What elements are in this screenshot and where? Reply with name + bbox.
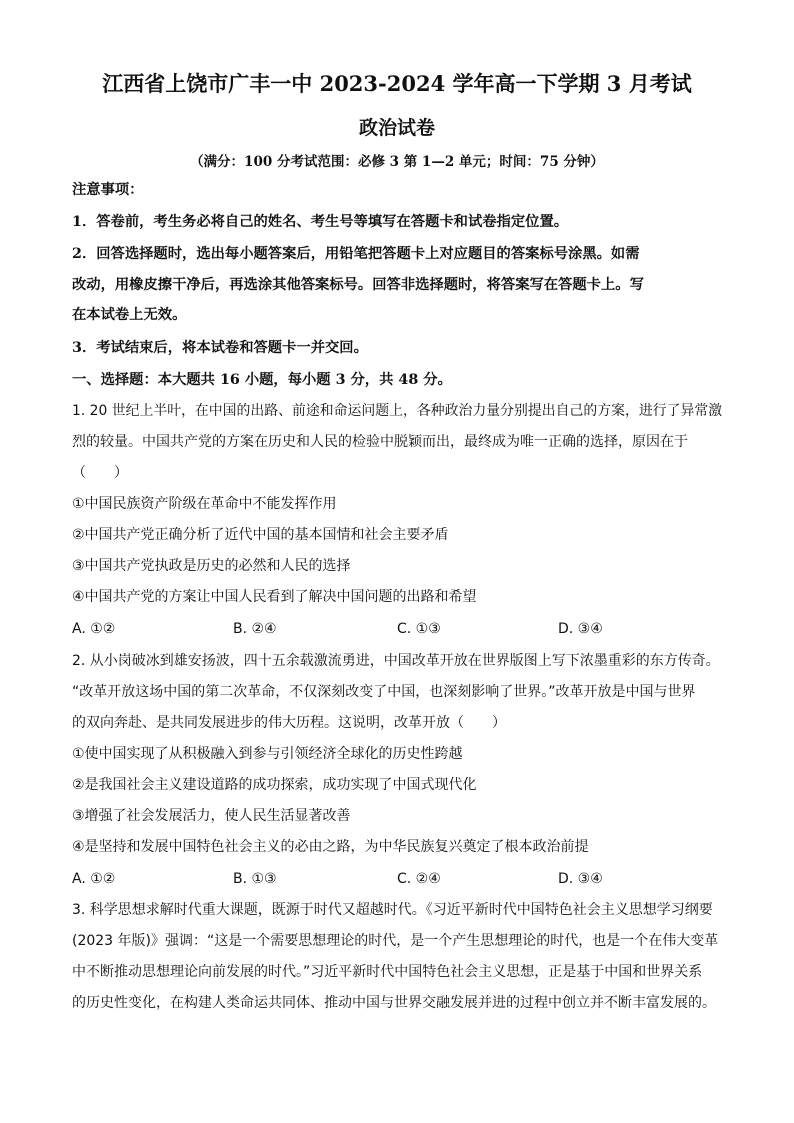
statement: ②中国共产党正确分析了近代中国的基本国情和社会主要矛盾	[72, 527, 449, 543]
option-b[interactable]: B. ②④	[233, 621, 277, 637]
question-stem-line: “改革开放这场中国的第二次革命，不仅深刻改变了中国，也深刻影响了世界。”改革开放是中国与世界	[72, 684, 696, 700]
note-line: 1．答卷前，考生务必将自己的姓名、考生号等填写在答题卡和试卷指定位置。	[72, 214, 569, 230]
exam-meta: （满分：100 分考试范围：必修 3 第 1—2 单元；时间：75 分钟）	[190, 154, 604, 170]
statement: ③中国共产党执政是历史的必然和人民的选择	[72, 558, 351, 574]
question-stem-line: 中不断推动思想理论向前发展的时代。”习近平新时代中国特色社会主义思想，正是基于中国和世界关系	[72, 964, 703, 980]
exam-subject: 政治试卷	[358, 117, 435, 139]
question-stem-line: 的历史性变化，在构建人类命运共同体、推动中国与世界交融发展并进的过程中创立并不断丰富发展的。	[72, 995, 716, 1011]
note-line: 改动，用橡皮擦干净后，再选涂其他答案标号。回答非选择题时，将答案写在答题卡上。写	[72, 277, 644, 293]
statement: ④是坚持和发展中国特色社会主义的必由之路，为中华民族复兴奠定了根本政治前提	[72, 839, 589, 855]
option-c[interactable]: C. ②④	[397, 871, 441, 887]
question-stem-line: 烈的较量。中国共产党的方案在历史和人民的检验中脱颖而出，最终成为唯一正确的选择，原因在于	[72, 434, 688, 450]
option-a[interactable]: A. ①②	[72, 871, 116, 887]
option-d[interactable]: D. ③④	[558, 621, 603, 637]
option-b[interactable]: B. ①③	[233, 871, 277, 887]
option-c[interactable]: C. ①③	[397, 621, 441, 637]
note-line: 3．考试结束后，将本试卷和答题卡一并交回。	[72, 340, 368, 356]
statement: ④中国共产党的方案让中国人民看到了解决中国问题的出路和希望	[72, 589, 477, 605]
question-stem-line: （ ）	[72, 465, 128, 481]
question-stem-line: 的双向奔赴、是共同发展进步的伟大历程。这说明，改革开放（ ）	[72, 715, 506, 731]
option-d[interactable]: D. ③④	[558, 871, 603, 887]
question-stem-line: 3. 科学思想求解时代重大课题，既源于时代又超越时代。《习近平新时代中国特色社会主义思想学习纲要	[72, 902, 713, 918]
question-stem-line: 1. 20 世纪上半叶，在中国的出路、前途和命运问题上，各种政治力量分别提出自己的方案，进行了异常激	[72, 403, 723, 419]
notes-heading: 注意事项：	[72, 182, 144, 198]
statement: ①中国民族资产阶级在革命中不能发挥作用	[72, 496, 337, 512]
exam-title: 江西省上饶市广丰一中 2023-2024 学年高一下学期 3 月考试	[102, 71, 692, 96]
question-stem-line: (2023 年版)》强调：“这是一个需要思想理论的时代，是一个产生思想理论的时代，也是一个在伟大变革	[72, 933, 719, 949]
option-a[interactable]: A. ①②	[72, 621, 116, 637]
section-heading: 一、选择题：本大题共 16 小题，每小题 3 分，共 48 分。	[72, 372, 452, 388]
note-line: 在本试卷上无效。	[72, 307, 187, 323]
note-line: 2．回答选择题时，选出每小题答案后，用铅笔把答题卡上对应题目的答案标号涂黑。如需	[72, 246, 640, 262]
question-stem-line: 2. 从小岗破冰到雄安扬波，四十五余载激流勇进，中国改革开放在世界版图上写下浓墨重彩的东方传奇。	[72, 653, 720, 669]
statement: ③增强了社会发展活力，使人民生活显著改善	[72, 808, 351, 824]
statement: ②是我国社会主义建设道路的成功探索，成功实现了中国式现代化	[72, 777, 477, 793]
statement: ①使中国实现了从积极融入到参与引领经济全球化的历史性跨越	[72, 746, 463, 762]
